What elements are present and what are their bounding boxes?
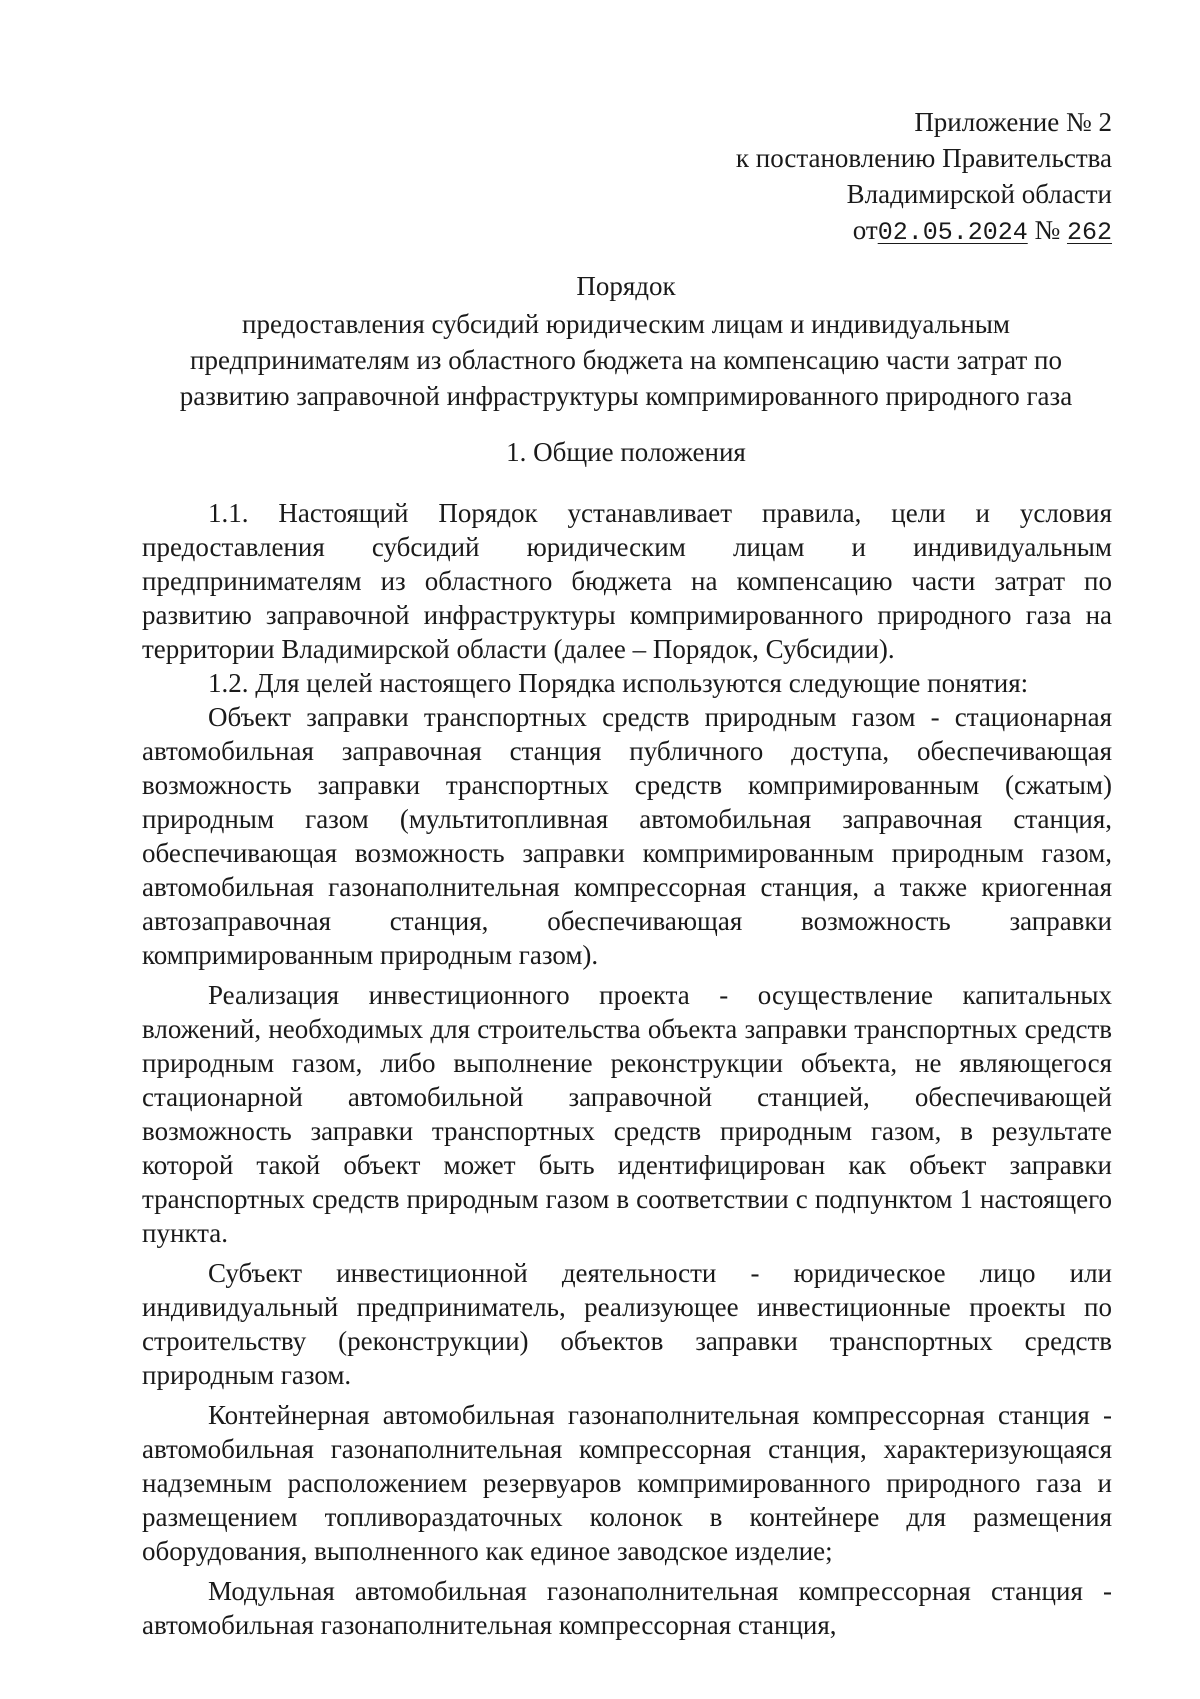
document-subtitle: предоставления субсидий юридическим лицам и индивидуальным предпринимателям из областного бюджета на компенсацию части затрат по развитию заправочной инфраструктуры компримированного природного газа bbox=[179, 309, 1073, 411]
resolution-date: 02.05.2024 bbox=[877, 218, 1028, 247]
document-body bbox=[142, 496, 1112, 1642]
definition-investment-subject: Субъект инвестиционной деятельности - юридическое лицо или индивидуальный предприниматель, реализующее инвестиционные проекты по строительству (реконструкции) объектов заправки транспортных средств природным газом. bbox=[142, 1258, 1112, 1390]
definition-modular-station: Модульная автомобильная газонаполнительная компрессорная станция - автомобильная газонаполнительная компрессорная станция, bbox=[142, 1576, 1112, 1640]
definition-investment-project: Реализация инвестиционного проекта - осуществление капитальных вложений, необходимых для строительства объекта заправки транспортных средств природным газом, либо выполнение реконструкции объекта, не являющегося стационарной автомобильной заправочной станцией, обеспечивающей возможность заправки транспортных средств природным газом, в результате которой такой объект может быть идентифицирован как объект заправки транспортных средств природным газом в соответствии с подпунктом 1 настоящего пункта. bbox=[142, 980, 1112, 1248]
paragraph-1-2: 1.2. Для целей настоящего Порядка используются следующие понятия: bbox=[208, 668, 1029, 698]
date-prefix: от bbox=[852, 215, 878, 245]
definition-container-station: Контейнерная автомобильная газонаполнительная компрессорная станция - автомобильная газонаполнительная компрессорная станция, характеризующаяся надземным расположением резервуаров компримированного природного газа и размещением топливораздаточных колонок в контейнере для размещения оборудования, выполненного как единое заводское изделие; bbox=[142, 1400, 1112, 1566]
resolution-number: 262 bbox=[1066, 218, 1112, 247]
number-prefix: № bbox=[1034, 215, 1061, 245]
section-heading: 1. Общие положения bbox=[506, 437, 746, 467]
appendix-number: Приложение № 2 bbox=[914, 107, 1112, 137]
document-title: Порядок bbox=[576, 271, 676, 301]
document-title-block bbox=[140, 268, 1112, 414]
appendix-resolution: к постановлению Правительства bbox=[735, 143, 1112, 173]
appendix-region: Владимирской области bbox=[846, 179, 1112, 209]
definition-fueling-object: Объект заправки транспортных средств природным газом - стационарная автомобильная заправочная станция публичного доступа, обеспечивающая возможность заправки транспортных средств компримированным (сжатым) природным газом (мультитопливная автомобильная заправочная станция, обеспечивающая возможность заправки компримированным природным газом, автомобильная газонаполнительная компрессорная станция, а также криогенная автозаправочная станция, обеспечивающая возможность заправки компримированным природным газом). bbox=[142, 702, 1112, 970]
paragraph-1-1: 1.1. Настоящий Порядок устанавливает правила, цели и условия предоставления субсидий юридическим лицам и индивидуальным предпринимателям из областного бюджета на компенсацию части затрат по развитию заправочной инфраструктуры компримированного природного газа на территории Владимирской области (далее – Порядок, Субсидии). bbox=[142, 498, 1112, 664]
appendix-header bbox=[736, 104, 1112, 251]
appendix-date-line bbox=[736, 212, 1112, 251]
